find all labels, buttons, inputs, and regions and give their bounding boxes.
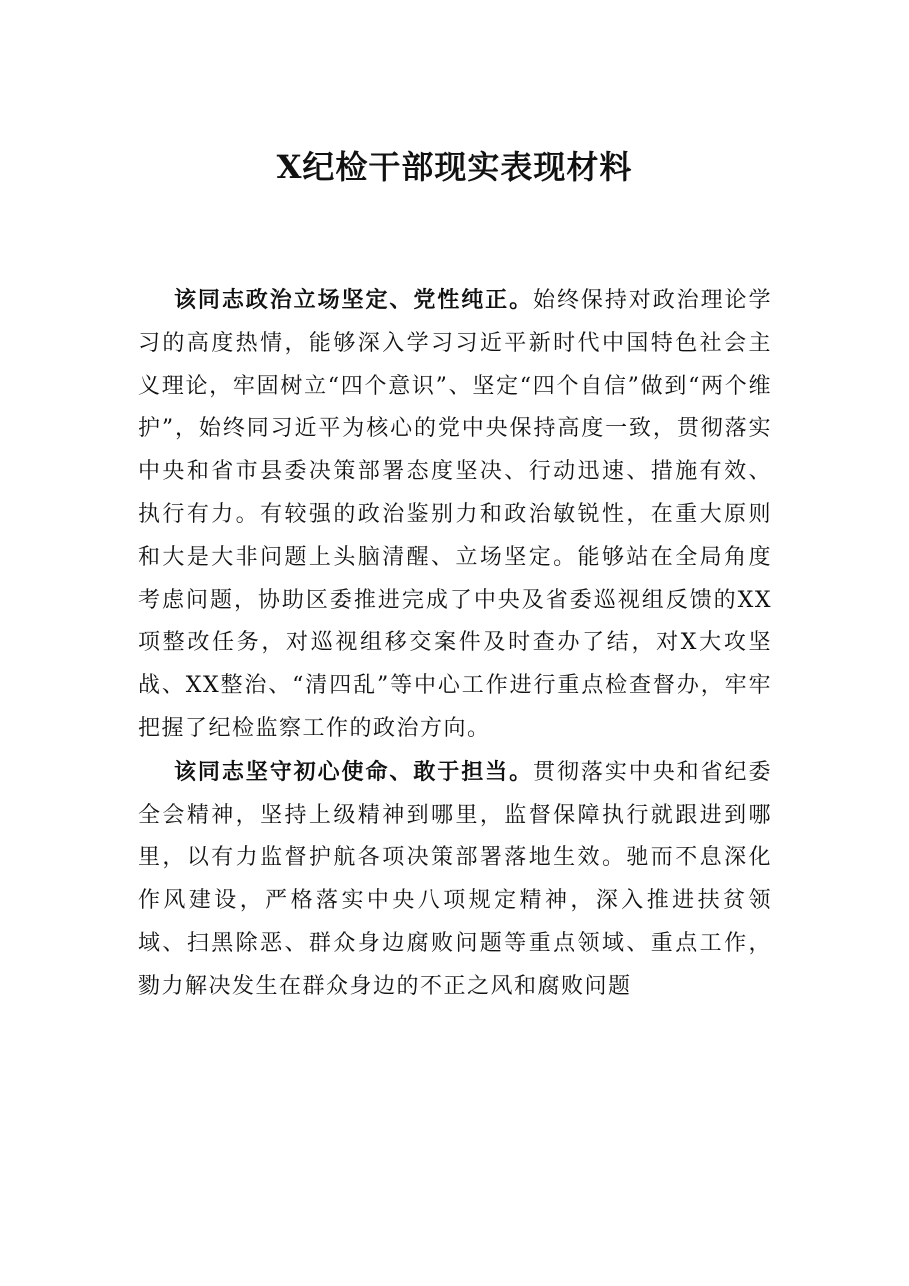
paragraph-mission-responsibility	[138, 751, 772, 1009]
document-title: X纪检干部现实表现材料	[276, 148, 633, 186]
paragraph-lead: 该同志坚守初心使命、敢于担当。	[174, 758, 534, 785]
document-body	[138, 279, 772, 1009]
paragraph-political-stance	[138, 279, 772, 751]
paragraph-lead: 该同志政治立场坚定、党性纯正。	[174, 287, 534, 313]
paragraph-text: 贯彻落实中央和省纪委全会精神，坚持上级精神到哪里，监督保障执行就跟进到哪里，以有力监督护航各项决策部署落地生效。驰而不息深化作风建设，严格落实中央八项规定精神，深入推进扶贫领域、扫黑除恶、群众身边腐败问题等重点领域、重点工作，勠力解决发生在群众身边的不正之风和腐败问题	[138, 759, 772, 999]
paragraph-text: 始终保持对政治理论学习的高度热情，能够深入学习习近平新时代中国特色社会主义理论，牢固树立“四个意识”、坚定“四个自信”做到“两个维护”，始终同习近平为核心的党中央保持高度一致，贯彻落实中央和省市县委决策部署态度坚决、行动迅速、措施有效、执行有力。有较强的政治鉴别力和政治敏锐性，在重大原则和大是大非问题上头脑清醒、立场坚定。能够站在全局角度考虑问题，协助区委推进完成了中央及省委巡视组反馈的XX项整改任务，对巡视组移交案件及时查办了结，对X大攻坚战、XX整治、“清四乱”等中心工作进行重点检查督办，牢牢把握了纪检监察工作的政治方向。	[138, 288, 772, 741]
